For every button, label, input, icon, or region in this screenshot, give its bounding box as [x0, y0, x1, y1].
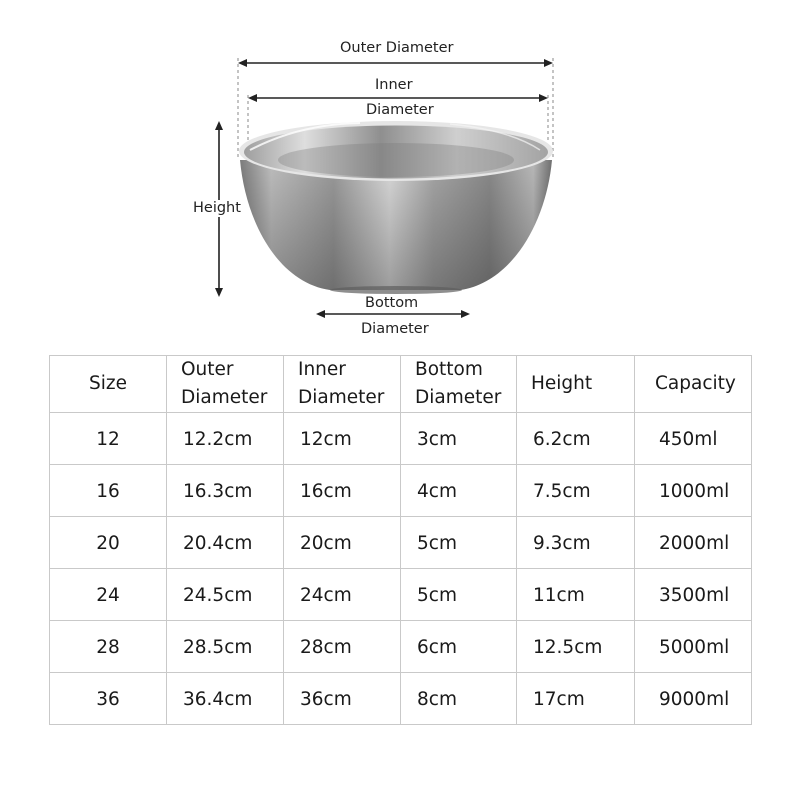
inner-diameter-label-line2: Diameter: [366, 102, 434, 118]
header-text-line: Diameter: [415, 387, 502, 408]
cell-height: 11cm: [517, 569, 635, 621]
table-row: [50, 621, 752, 673]
cell-outer-diameter: 12.2cm: [167, 413, 284, 465]
cell-size: 16: [50, 465, 167, 517]
cell-size: 28: [50, 621, 167, 673]
cell-bottom-diameter: 3cm: [401, 413, 517, 465]
cell-outer-diameter: 16.3cm: [167, 465, 284, 517]
header-height: [517, 356, 635, 413]
header-text-line: Outer: [181, 359, 234, 380]
cell-outer-diameter: 28.5cm: [167, 621, 284, 673]
table-row: [50, 673, 752, 725]
bottom-diameter-label-line1: Bottom: [365, 295, 419, 311]
cell-capacity: 9000ml: [635, 673, 752, 725]
cell-inner-diameter: 24cm: [284, 569, 401, 621]
outer-diameter-arrow: [238, 59, 553, 67]
cell-size: 12: [50, 413, 167, 465]
cell-capacity: 450ml: [635, 413, 752, 465]
cell-inner-diameter: 12cm: [284, 413, 401, 465]
bowl-rim: [239, 121, 553, 181]
header-size: [50, 356, 167, 413]
table-header-row: [50, 356, 752, 413]
header-text-line: Diameter: [298, 387, 385, 408]
cell-height: 7.5cm: [517, 465, 635, 517]
cell-inner-diameter: 36cm: [284, 673, 401, 725]
height-label: Height: [193, 200, 241, 216]
table-row: [50, 517, 752, 569]
cell-bottom-diameter: 6cm: [401, 621, 517, 673]
bowl-dimension-diagram: [0, 0, 800, 350]
outer-diameter-label: Outer Diameter: [340, 40, 454, 56]
cell-size: 36: [50, 673, 167, 725]
inner-diameter-arrow: [248, 94, 548, 102]
cell-bottom-diameter: 5cm: [401, 569, 517, 621]
cell-height: 6.2cm: [517, 413, 635, 465]
cell-size: 20: [50, 517, 167, 569]
cell-capacity: 2000ml: [635, 517, 752, 569]
table-row: [50, 413, 752, 465]
cell-height: 12.5cm: [517, 621, 635, 673]
cell-inner-diameter: 28cm: [284, 621, 401, 673]
cell-bottom-diameter: 8cm: [401, 673, 517, 725]
cell-size: 24: [50, 569, 167, 621]
table-body: [50, 413, 752, 725]
header-text-line: Diameter: [181, 387, 268, 408]
header-text-line: Capacity: [655, 373, 736, 394]
cell-capacity: 5000ml: [635, 621, 752, 673]
cell-height: 17cm: [517, 673, 635, 725]
header-outer-diameter: [167, 356, 284, 413]
header-text-line: Height: [531, 373, 593, 394]
cell-outer-diameter: 20.4cm: [167, 517, 284, 569]
cell-capacity: 3500ml: [635, 569, 752, 621]
bottom-diameter-label-line2: Diameter: [361, 321, 429, 337]
cell-height: 9.3cm: [517, 517, 635, 569]
cell-bottom-diameter: 5cm: [401, 517, 517, 569]
header-bottom-diameter: [401, 356, 517, 413]
header-text-line: Bottom: [415, 359, 483, 380]
table-row: [50, 569, 752, 621]
cell-bottom-diameter: 4cm: [401, 465, 517, 517]
cell-inner-diameter: 16cm: [284, 465, 401, 517]
header-text-line: Inner: [298, 359, 346, 380]
cell-capacity: 1000ml: [635, 465, 752, 517]
cell-outer-diameter: 24.5cm: [167, 569, 284, 621]
header-capacity: [635, 356, 752, 413]
cell-inner-diameter: 20cm: [284, 517, 401, 569]
table-row: [50, 465, 752, 517]
cell-outer-diameter: 36.4cm: [167, 673, 284, 725]
header-text-line: Size: [89, 373, 127, 394]
inner-diameter-label-line1: Inner: [375, 77, 413, 93]
size-spec-table: [49, 355, 752, 725]
header-inner-diameter: [284, 356, 401, 413]
